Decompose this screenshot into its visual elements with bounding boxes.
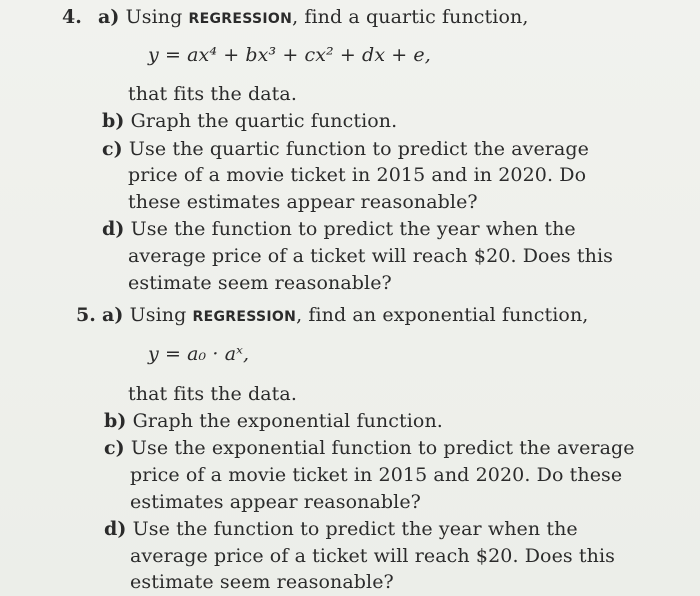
problem-5a-keyword: REGRESSION [192,309,297,325]
problem-4d-line-1 [102,217,576,241]
problem-4c-text-1: Use the quartic function to predict the average [128,138,590,160]
problem-4b [102,109,397,133]
problem-5b [104,409,443,433]
problem-4a-text-pre: Using [125,6,189,28]
problem-4c-line-2: price of a movie ticket in 2015 and in 2020. Do [128,164,587,186]
problem-4d-line-2: average price of a ticket will reach $20. Does this [128,245,614,267]
problem-5c-label: c) [104,437,125,459]
problem-5-equation: y = a₀ · aˣ, [148,343,250,365]
problem-4a-text-post: , find a quartic function, [292,6,529,28]
problem-4-equation: y = ax⁴ + bx³ + cx² + dx + e, [148,44,431,66]
problem-5c-line-3: estimates appear reasonable? [130,491,421,513]
problem-4a-keyword: REGRESSION [188,11,293,27]
problem-4c-line-3: these estimates appear reasonable? [128,191,478,213]
problem-5d-label: d) [104,518,127,540]
problem-5d-line-3: estimate seem reasonable? [130,571,394,593]
problem-5a-text-pre: Using [129,304,193,326]
problem-4d-text-1: Use the function to predict the year when the [130,218,576,240]
problem-5c-line-1 [104,436,635,460]
problem-4c-label: c) [102,138,123,160]
problem-5c-text-1: Use the exponential function to predict the average [130,437,635,459]
problem-5a-follow: that fits the data. [128,383,297,405]
problem-5b-text: Graph the exponential function. [132,410,443,432]
problem-5-number: 5. [76,304,96,326]
problem-5d-line-1 [104,517,578,541]
problem-5d-text-1: Use the function to predict the year when the [132,518,578,540]
problem-4d-line-3: estimate seem reasonable? [128,272,392,294]
problem-5c-line-2: price of a movie ticket in 2015 and 2020. Do these [130,464,623,486]
problem-4a [98,5,528,31]
problem-4c-line-1 [102,137,589,161]
problem-4-number: 4. [62,6,82,28]
problem-5a [102,303,588,329]
problem-4b-label: b) [102,110,125,132]
problem-4a-follow: that fits the data. [128,83,297,105]
problem-4d-label: d) [102,218,125,240]
problem-5b-label: b) [104,410,127,432]
problem-5a-text-post: , find an exponential function, [296,304,589,326]
problem-4a-label: a) [98,6,120,28]
problem-4b-text: Graph the quartic function. [130,110,398,132]
problem-5d-line-2: average price of a ticket will reach $20. Does this [130,545,616,567]
problem-5a-label: a) [102,304,124,326]
